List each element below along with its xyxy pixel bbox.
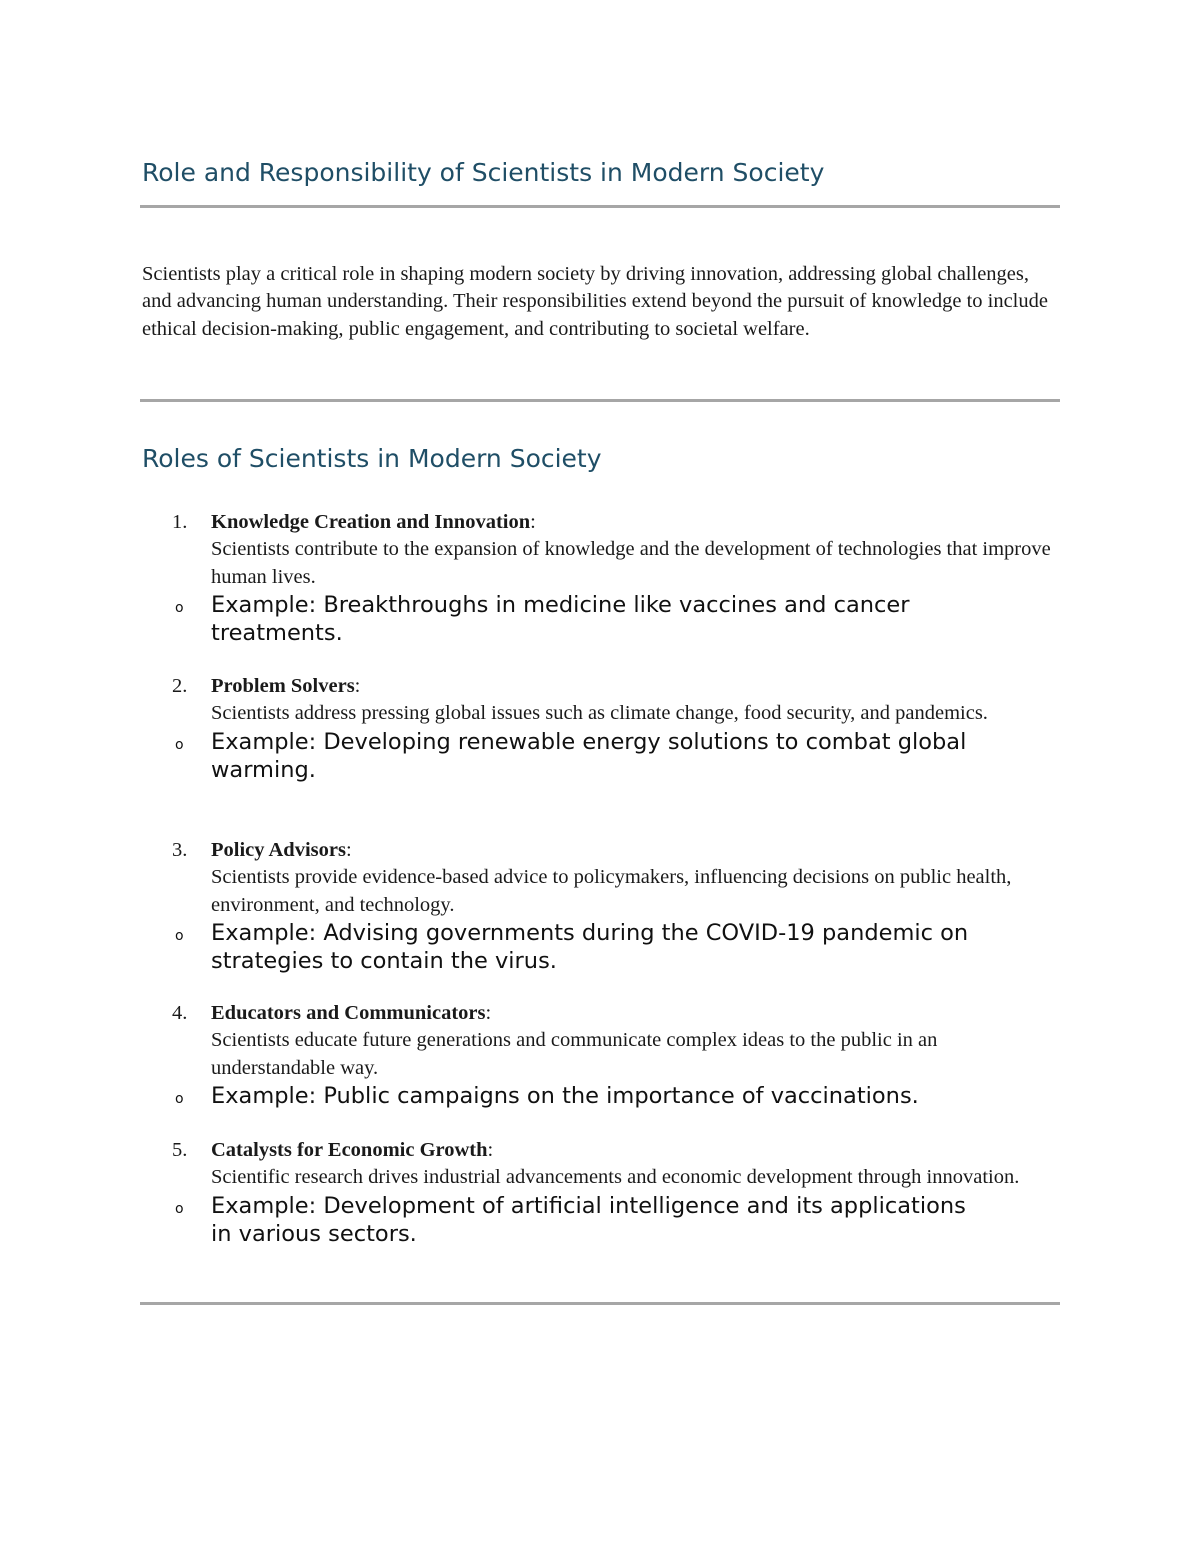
example-text: Example: Advising governments during the COVID-19 pandemic on strategies to contain the virus. — [211, 919, 969, 974]
section-heading: Roles of Scientists in Modern Society — [142, 444, 602, 473]
item-title: Policy Advisors — [211, 839, 346, 861]
item-heading-line — [211, 837, 1061, 864]
example-line — [139, 591, 981, 647]
example-text: Example: Development of artificial intelligence and its applications in various sectors. — [211, 1192, 966, 1247]
item-description: Scientists contribute to the expansion of knowledge and the development of technologies that improve human lives. — [211, 538, 1051, 588]
circle-bullet-icon: o — [175, 1200, 184, 1217]
item-description: Scientists provide evidence-based advice to policymakers, influencing decisions on public health, environment, and technology. — [211, 866, 1012, 916]
circle-bullet-icon: o — [175, 927, 184, 944]
example-line — [139, 1192, 981, 1248]
item-description: Scientists educate future generations and communicate complex ideas to the public in an understandable way. — [211, 1029, 938, 1079]
example-line — [139, 1082, 981, 1110]
item-body — [175, 837, 1061, 975]
example-text: Example: Developing renewable energy solutions to combat global warming. — [211, 728, 967, 783]
item-number: 3. — [172, 839, 188, 861]
item-heading-line — [211, 673, 1061, 700]
item-title: Problem Solvers — [211, 675, 355, 697]
item-number: 5. — [172, 1139, 188, 1161]
item-colon: : — [354, 675, 361, 697]
item-number: 2. — [172, 675, 188, 697]
item-heading-line — [211, 509, 1061, 536]
example-text: Example: Public campaigns on the importance of vaccinations. — [211, 1082, 919, 1109]
item-body — [175, 1137, 1061, 1248]
item-number: 4. — [172, 1002, 188, 1024]
item-colon: : — [487, 1139, 494, 1161]
circle-bullet-icon: o — [175, 1090, 184, 1107]
item-colon: : — [530, 511, 536, 533]
item-body — [175, 673, 1061, 784]
item-heading-line — [211, 1137, 1061, 1164]
circle-bullet-icon: o — [175, 599, 184, 616]
intro-paragraph: Scientists play a critical role in shaping modern society by driving innovation, addressing global challenges, and advancing human understanding. Their responsibilities extend beyond the pursuit of knowledge to include ethical decision-making, public engagement, and contributing to societal welfare. — [142, 263, 1048, 340]
circle-bullet-icon: o — [175, 736, 184, 753]
page-title: Role and Responsibility of Scientists in Modern Society — [142, 158, 825, 187]
item-description: Scientific research drives industrial advancements and economic development through innovation. — [211, 1166, 1020, 1189]
item-body — [175, 1000, 1061, 1110]
item-colon: : — [485, 1002, 492, 1024]
item-description: Scientists address pressing global issues such as climate change, food security, and pandemics. — [211, 702, 988, 725]
example-line — [139, 919, 981, 975]
item-colon: : — [345, 839, 352, 861]
item-body — [175, 509, 1061, 647]
item-heading-line — [211, 1000, 1061, 1027]
divider — [140, 205, 1060, 208]
divider — [140, 1302, 1060, 1305]
item-title: Catalysts for Economic Growth — [211, 1139, 488, 1161]
item-number: 1. — [172, 511, 188, 533]
item-title: Knowledge Creation and Innovation — [211, 511, 531, 533]
item-title: Educators and Communicators — [211, 1002, 486, 1024]
divider — [140, 399, 1060, 402]
example-text: Example: Breakthroughs in medicine like vaccines and cancer treatments. — [211, 591, 910, 646]
example-line — [139, 728, 981, 784]
